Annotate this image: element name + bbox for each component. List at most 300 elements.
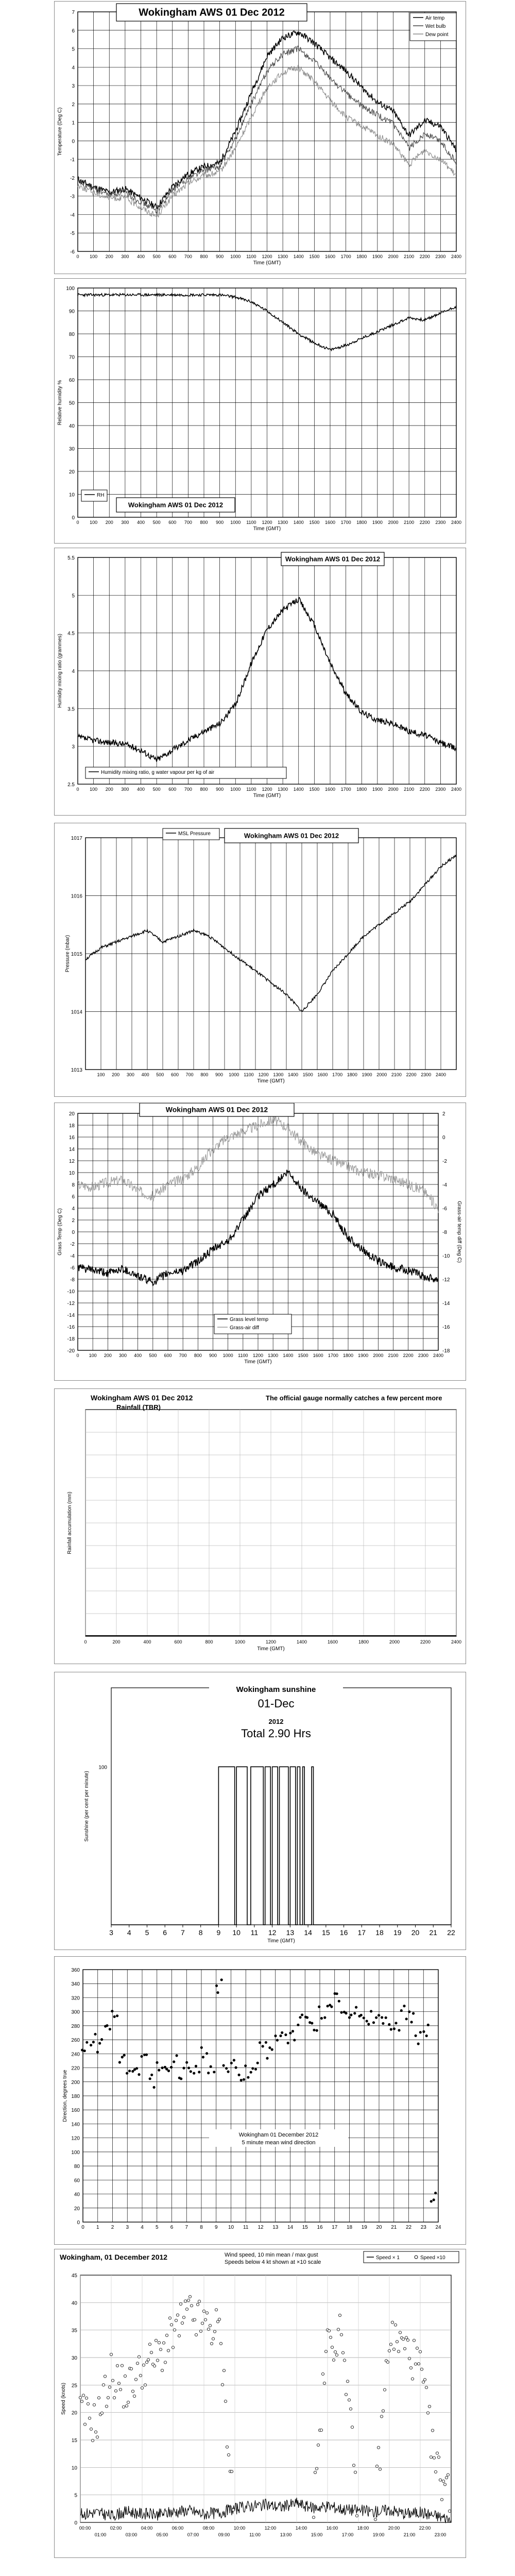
y2-axis-label: Grass-air temp diff (Deg C) [456,1201,462,1263]
speed-x10-point [176,2314,179,2316]
x-tick-label: 2200 [419,520,430,525]
x-tick-label: 1000 [229,1072,239,1077]
x-tick-label: 1600 [324,520,336,525]
speed-x10-point [321,2372,324,2375]
y-tick-label: -4 [70,1253,75,1259]
x-tick-label: 600 [168,254,177,259]
x-tick-label: 900 [216,520,224,525]
speed-x10-point [386,2361,389,2363]
humidity-chart [55,279,466,543]
wind-direction-point [336,1992,338,1995]
x-tick-label: 1000 [222,1353,233,1358]
y-tick-label: 30 [71,2355,77,2361]
y-tick-label: 35 [71,2328,77,2334]
chart-title: Wokingham AWS 01 Dec 2012 [165,1105,268,1114]
wind-direction-point [247,2076,249,2079]
speed-x10-point [380,2415,383,2418]
x-tick-label: 1700 [340,787,351,792]
wind-direction-point [345,2012,347,2014]
speed-x10-point [188,2295,191,2298]
x-tick-label: 800 [200,1072,209,1077]
speed-x10-point [93,2403,95,2406]
y-tick-label: 50 [68,400,75,406]
x-tick-label: 900 [216,787,224,792]
wind-direction-point [265,2041,267,2044]
speed-x10-point [425,2386,427,2389]
wind-direction-point [173,2060,175,2063]
speed-x10-point [210,2342,213,2345]
speed-x10-point [144,2384,146,2386]
x-tick-label: 2300 [435,787,446,792]
y-tick-label: 1013 [71,1067,82,1073]
speed-x10-point [417,2363,420,2365]
x-tick-label: 0 [76,254,79,259]
wind-direction-point [405,2018,408,2020]
y-tick-label: 6 [72,1194,75,1200]
wind-direction-point [281,2031,283,2034]
speed-x10-point [161,2369,163,2371]
speed-x10-point [139,2374,142,2377]
speed-x10-point [207,2328,210,2330]
speed-x10-point [175,2319,177,2321]
rainfall-chart [55,1389,466,1664]
x-tick-label: 5 [145,1928,149,1937]
x-tick-label: 1800 [356,254,367,259]
wind-direction-point [170,2066,173,2069]
speed-x10-point [391,2321,393,2324]
speed-x10-point [392,2348,395,2350]
x-tick-label: 14 [304,1928,312,1937]
speed-x10-point [80,2400,83,2403]
y-tick-label: 1016 [71,893,82,900]
x-tick-label: 21:00 [403,2532,416,2537]
y-tick-label: 0 [72,139,75,145]
x-tick-label: 13 [286,1928,295,1937]
x-tick-label: 2400 [451,254,462,259]
x-tick-label: 300 [118,1353,127,1358]
x-tick-label: 09:00 [218,2532,230,2537]
y-axis-label: Grass Temp (Deg C) [57,1208,63,1256]
speed-x10-point [150,2351,152,2354]
speed-x10-point [107,2396,109,2399]
y2-tick-label: -6 [442,1206,447,1212]
wind-direction-point [100,2038,103,2041]
x-tick-label: 100 [89,1353,97,1358]
wind-direction-point [250,2071,252,2074]
x-tick-label: 7 [185,2225,188,2230]
x-tick-label: 1800 [342,1353,354,1358]
speed-x10-point [433,2456,435,2459]
pressure-chart [55,823,466,1096]
x-tick-label: 0 [81,2225,84,2230]
speed-x10-point [389,2343,392,2346]
x-tick-label: 1900 [358,1353,369,1358]
speed-x10-point [198,2300,200,2302]
x-tick-label: 900 [209,1353,217,1358]
wind-direction-point [377,2014,380,2016]
sunshine-chart-panel [54,1672,466,1950]
wind-direction-point [220,1978,223,1981]
speed-x10-point [317,2444,319,2446]
x-tick-label: 600 [168,520,177,525]
speed-x10-point [423,2378,426,2381]
wind-direction-point [313,2029,315,2031]
y-tick-label: 3 [72,744,75,750]
y-tick-label: 0 [77,2220,80,2226]
x-axis-label: Time (GMT) [257,1646,285,1652]
speed-x10-point [323,2382,325,2384]
y2-tick-label: -10 [442,1253,450,1259]
x-tick-label: 800 [200,520,208,525]
x-tick-label: 18 [346,2225,353,2230]
speed-x10-point [320,2429,322,2431]
legend-label: Grass level temp [230,1317,269,1323]
x-tick-label: 1200 [262,520,272,525]
wind-direction-point [372,2021,375,2024]
y-tick-label: -6 [70,1265,75,1271]
y-tick-label: 240 [71,2052,80,2058]
x-tick-label: 1600 [324,787,336,792]
x-tick-label: 2100 [388,1353,399,1358]
x-tick-label: 16 [317,2225,323,2230]
speed-x10-point [324,2350,327,2353]
x-tick-label: 700 [184,787,192,792]
wind-direction-point [311,2022,313,2024]
wind-direction-point [427,2024,430,2026]
y-tick-label: 10 [68,1171,75,1176]
wind-direction-point [393,2027,396,2030]
speed-x10-point [178,2334,180,2337]
speed-x10-point [124,2375,126,2377]
speed-x10-point [94,2431,97,2433]
wind-direction-point [205,2052,208,2055]
x-tick-label: 2200 [419,787,430,792]
chart-title: Wokingham 01 December 2012 [238,2132,319,2138]
wind-direction-point [434,2192,437,2194]
speed-x10-point [182,2316,185,2319]
speed-x10-point [403,2347,406,2350]
y-tick-label: 340 [71,1981,80,1988]
speed-x10-point [402,2338,404,2341]
x-tick-label: 1200 [262,787,272,792]
speed-x10-point [219,2342,222,2345]
speed-x10-point [416,2347,418,2349]
x-tick-label: 2100 [391,1072,402,1077]
x-tick-label: 1000 [230,254,241,259]
y-tick-label: 3.5 [67,706,75,713]
wind-direction-point [415,2035,417,2037]
speed-x10-point [153,2365,156,2367]
x-tick-label: 12:00 [264,2526,277,2531]
x-tick-label: 400 [143,1639,151,1645]
wind-direction-point [81,2049,83,2052]
y-tick-label: -3 [70,194,75,200]
wind-direction-point [382,2022,384,2025]
x-tick-label: 1800 [356,520,367,525]
speed-x10-point [426,2412,429,2414]
x-tick-label: 22 [405,2225,412,2230]
x-tick-label: 1100 [246,787,256,792]
speed-x10-point [218,2318,220,2320]
x-tick-label: 0 [84,1639,87,1645]
speed-x10-point [335,2354,338,2357]
mixing-ratio-chart [55,548,466,815]
wind-direction-point [96,2051,99,2054]
y-tick-label: -10 [67,1289,75,1295]
speed-x10-point [181,2321,183,2324]
x-tick-label: 1000 [230,787,241,792]
y2-tick-label: -14 [442,1301,450,1307]
x-tick-label: 14 [287,2225,294,2230]
speed-x10-point [329,2336,332,2338]
wind-direction-point [92,2041,95,2043]
y-tick-label: 5.5 [67,555,75,561]
y-tick-label: 20 [71,2410,77,2416]
speed-x10-point [100,2412,103,2414]
x-tick-label: 400 [136,787,145,792]
x-tick-label: 2000 [376,1072,387,1077]
wind-direction-point [289,2032,291,2035]
speed-x10-point [156,2359,159,2362]
speed-x10-point [195,2333,197,2336]
speed-x10-point [431,2429,434,2432]
wind-direction-point [195,2065,197,2067]
x-tick-label: 10 [232,1928,241,1937]
speed-x10-point [142,2364,145,2366]
y-tick-label: 100 [98,1765,107,1771]
wind-direction-point [410,2021,413,2023]
y-tick-label: 140 [71,2122,80,2128]
y-axis-label: Humidity mixing ratio (grammes) [57,634,63,708]
y-tick-label: -18 [67,1336,75,1342]
wind-direction-point [251,2067,254,2070]
x-tick-label: 1900 [372,254,383,259]
wind-direction-point [193,2072,195,2075]
x-tick-label: 900 [216,254,224,259]
x-tick-label: 1300 [268,1353,279,1358]
speed-x10-point [375,2465,378,2467]
wind-direction-point [216,1991,219,1994]
speed-x10-point [215,2309,217,2311]
chart-title: Wokingham sunshine [236,1685,316,1694]
legend-label: Dew point [425,32,449,38]
speed-x10-point [185,2308,188,2311]
x-tick-label: 21 [429,1928,438,1937]
speed-x10-point [343,2359,346,2362]
x-tick-label: 1200 [258,1072,269,1077]
speed-x10-point [82,2394,84,2397]
y-tick-label: 5 [72,46,75,53]
speed-x10-point [148,2343,151,2346]
x-tick-label: 21 [391,2225,397,2230]
x-tick-label: 3 [109,1928,113,1937]
legend-label: Grass-air diff [230,1325,260,1331]
y-tick-label: 0 [72,515,75,521]
speed-x10-point [96,2436,98,2438]
y-tick-label: 15 [71,2438,77,2444]
wind-direction-point [116,2014,118,2017]
x-tick-label: 12 [268,1928,277,1937]
y-tick-label: 160 [71,2108,80,2114]
x-tick-label: 400 [141,1072,149,1077]
y-tick-label: 100 [71,2149,80,2156]
x-tick-label: 20:00 [388,2526,400,2531]
wind-direction-point [259,2041,261,2044]
x-tick-label: 2400 [433,1353,444,1358]
x-tick-label: 16 [339,1928,348,1937]
y-tick-label: 30 [68,446,75,452]
x-tick-label: 23:00 [434,2532,447,2537]
wind-direction-point [225,2067,228,2070]
legend-label: Humidity mixing ratio, g water vapour per kg of air [101,770,215,775]
chart-year: 2012 [268,1718,284,1725]
x-tick-label: 2300 [435,520,446,525]
speed-x10-point [105,2405,108,2408]
x-tick-label: 2400 [451,1639,462,1645]
speed-x10-point [108,2386,111,2388]
y-tick-label: 0 [74,2520,77,2526]
y-tick-label: 220 [71,2065,80,2072]
speed-x10-point [413,2339,415,2342]
wind-direction-point [118,2061,121,2063]
x-tick-label: 6 [163,1928,167,1937]
speed-x10-point [341,2351,344,2354]
x-tick-label: 1200 [262,254,272,259]
x-tick-label: 15 [302,2225,308,2230]
y-tick-label: -5 [70,231,75,237]
y-tick-label: 20 [68,1111,75,1117]
wind-direction-point [83,2049,86,2052]
y2-tick-label: -12 [442,1277,450,1283]
speed-x10-point [420,2368,423,2370]
x-tick-label: 1300 [278,520,288,525]
speed-x10-point [168,2317,171,2319]
chart-date: 01-Dec [258,1697,295,1710]
y-tick-label: 10 [71,2465,77,2471]
speed-x10-point [405,2336,407,2339]
wind-direction-point [210,2065,212,2068]
x-tick-label: 18 [375,1928,384,1937]
x-tick-label: 22 [447,1928,455,1937]
x-tick-label: 2400 [451,520,462,525]
speed-x10-point [196,2303,199,2306]
wind-direction-point [145,2054,148,2056]
speed-x10-point [394,2324,397,2326]
wind-direction-point [113,2015,116,2018]
wind-direction-point [330,2005,333,2008]
wind-direction-point [430,2200,433,2202]
x-tick-label: 19 [361,2225,367,2230]
y-tick-label: 40 [68,423,75,429]
x-axis-label: Time (GMT) [253,526,281,532]
wind-direction-point [150,2074,153,2076]
y2-tick-label: -4 [442,1182,447,1188]
x-tick-label: 17 [332,2225,338,2230]
wind-direction-point [94,2033,96,2036]
wind-direction-point [274,2035,277,2037]
y-tick-label: 10 [68,492,75,498]
chart-note: The official gauge normally catches a few percent more [266,1394,442,1402]
x-tick-label: 10:00 [233,2526,246,2531]
wind-direction-point [394,2022,397,2024]
x-tick-label: 700 [179,1353,187,1358]
y-tick-label: 360 [71,1968,80,1973]
y2-tick-label: -16 [442,1325,450,1330]
sunshine-chart [55,1672,466,1950]
x-tick-label: 1200 [252,1353,264,1358]
y-tick-label: 80 [68,332,75,337]
y-tick-label: 2.5 [67,782,75,788]
speed-x10-point [147,2359,149,2361]
wind-direction-point [207,2072,210,2074]
speed-x10-point [170,2324,173,2326]
y-tick-label: 40 [74,2192,80,2198]
speed-x10-point [83,2423,86,2426]
x-tick-label: 00:00 [79,2526,91,2531]
speed-x10-point [125,2404,128,2407]
x-tick-label: 1 [96,2225,99,2230]
wind-direction-point [180,2077,182,2080]
x-tick-label: 600 [164,1353,172,1358]
wind-direction-point [238,2074,241,2076]
x-tick-label: 03:00 [125,2532,138,2537]
x-tick-label: 23 [420,2225,426,2230]
wind-direction-point [233,2059,235,2061]
speed-x10-point [396,2341,398,2343]
x-tick-label: 22:00 [419,2526,431,2531]
speed-x10-point [334,2351,336,2353]
speed-x10-point [127,2401,129,2403]
x-tick-label: 3 [126,2225,129,2230]
x-tick-label: 2000 [373,1353,384,1358]
x-tick-label: 2 [111,2225,114,2230]
y-axis-label: Direction, degrees true [62,2070,68,2122]
speed-x10-point [212,2337,214,2340]
wind-direction-point [320,2017,323,2020]
x-tick-label: 500 [152,520,161,525]
y-tick-label: 1 [72,120,75,126]
speed-x10-point [138,2355,140,2358]
x-tick-label: 1100 [238,1353,248,1358]
y-tick-label: -14 [67,1313,75,1318]
y-axis-label: Relative humidity % [57,380,63,426]
x-tick-label: 2100 [404,520,415,525]
wind-direction-point [381,2016,383,2019]
wind-direction-point [360,2014,363,2016]
wind-direction-point [355,2006,357,2009]
wind-direction-point [375,2016,377,2019]
x-tick-label: 1500 [302,1072,313,1077]
x-tick-label: 2300 [435,254,446,259]
wind-direction-point [408,2010,410,2013]
speed-x10-point [145,2361,148,2364]
x-axis-label: Time (GMT) [253,260,281,266]
wind-direction-point [338,2000,340,2003]
y-tick-label: 5 [74,2493,77,2499]
x-tick-label: 16:00 [326,2526,338,2531]
speed-x10-point [136,2362,139,2365]
x-tick-label: 600 [170,1072,179,1077]
x-tick-label: 1400 [293,254,304,259]
x-tick-label: 200 [104,1353,112,1358]
speed-x10-point [90,2428,92,2430]
chart-subtitle: Wind speed, 10 min mean / max gust [225,2252,318,2258]
y-tick-label: 8 [72,1182,75,1188]
x-tick-label: 08:00 [202,2526,215,2531]
wind-direction-point [400,2009,403,2012]
temperature-chart [55,2,466,274]
y2-tick-label: 0 [442,1135,445,1141]
